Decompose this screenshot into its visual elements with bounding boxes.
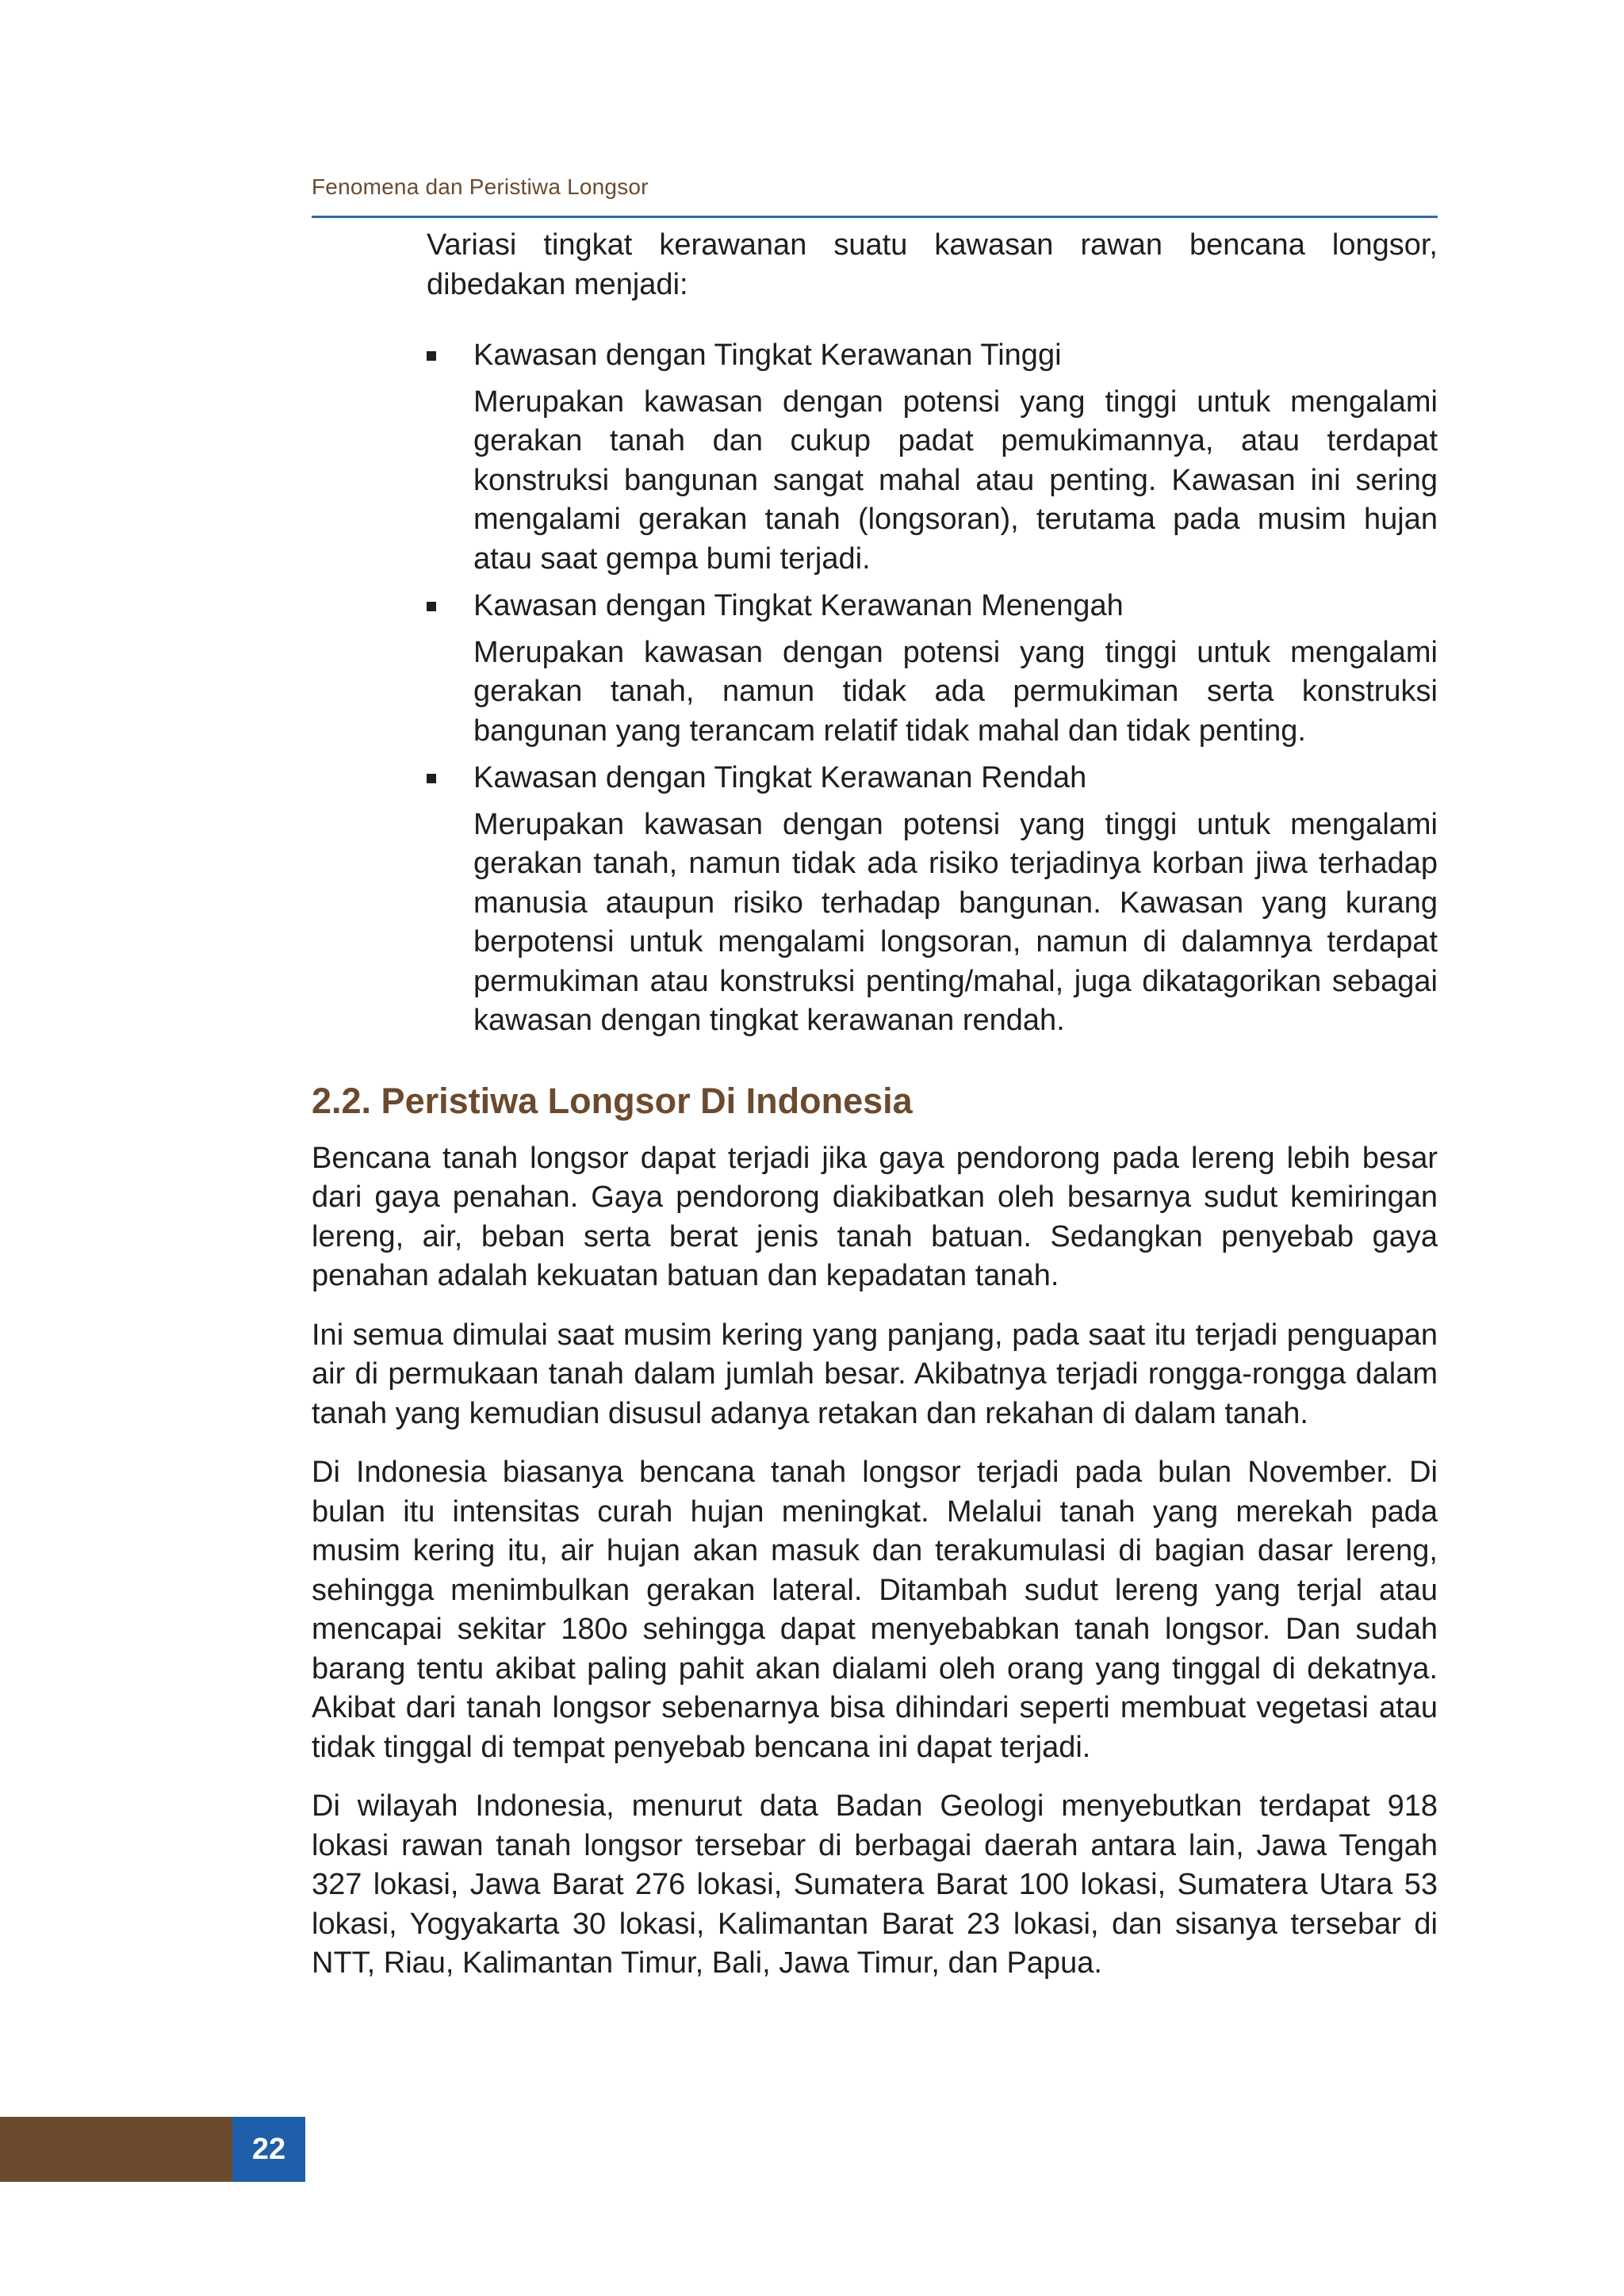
bullet-description: Merupakan kawasan dengan potensi yang tinggi untuk mengalami gerakan tanah, namun tidak ada risiko terjadinya korban jiwa terhadap manusia ataupun risiko terhadap bangunan. Kawasan yang kurang berpotensi untuk mengalami longsoran, namun di dalamnya terdapat permukiman atau konstruksi penting/mahal, juga dikatagorikan sebagai kawasan dengan tingkat kerawanan rendah.: [473, 807, 1438, 1037]
intro-paragraph: Variasi tingkat kerawanan suatu kawasan rawan bencana longsor, dibedakan menjadi:: [427, 228, 1438, 301]
list-item: [427, 336, 1438, 579]
page-content: [312, 226, 1438, 2003]
list-item: [427, 587, 1438, 751]
body-paragraph: Di wilayah Indonesia, menurut data Badan Geologi menyebutkan terdapat 918 lokasi rawan tanah longsor tersebar di berbagai daerah antara lain, Jawa Tengah 327 lokasi, Jawa Barat 276 lokasi, Sumatera Barat 100 lokasi, Sumatera Utara 53 lokasi, Yogyakarta 30 lokasi, Kalimantan Barat 23 lokasi, dan sisanya tersebar di NTT, Riau, Kalimantan Timur, Bali, Jawa Timur, dan Papua.: [312, 1789, 1438, 1980]
header-rule: [312, 216, 1438, 218]
bullet-title: Kawasan dengan Tingkat Kerawanan Menengah: [473, 589, 1124, 622]
kerawanan-list: [427, 336, 1438, 1041]
body-paragraph: Ini semua dimulai saat musim kering yang panjang, pada saat itu terjadi penguapan air di permukaan tanah dalam jumlah besar. Akibatnya terjadi rongga-rongga dalam tanah yang kemudian disusul adanya retakan dan rekahan di dalam tanah.: [312, 1318, 1438, 1430]
square-bullet-icon: [427, 602, 436, 611]
bullet-description: Merupakan kawasan dengan potensi yang tinggi untuk mengalami gerakan tanah dan cukup padat pemukimannya, atau terdapat konstruksi bangunan sangat mahal atau penting. Kawasan ini sering mengalami gerakan tanah (longsoran), terutama pada musim hujan atau saat gempa bumi terjadi.: [473, 385, 1438, 576]
page-number: 22: [232, 2117, 305, 2182]
list-item: [427, 759, 1438, 1041]
square-bullet-icon: [427, 774, 436, 783]
footer-bar: [0, 2117, 232, 2182]
body-paragraph: Di Indonesia biasanya bencana tanah longsor terjadi pada bulan November. Di bulan itu intensitas curah hujan meningkat. Melalui tanah yang merekah pada musim kering itu, air hujan akan masuk dan terakumulasi di bagian dasar lereng, sehingga menimbulkan gerakan lateral. Ditambah sudut lereng yang terjal atau mencapai sekitar 180o sehingga dapat menyebabkan tanah longsor. Dan sudah barang tentu akibat paling pahit akan dialami oleh orang yang tinggal di dekatnya. Akibat dari tanah longsor sebenarnya bisa dihindari seperti membuat vegetasi atau tidak tinggal di tempat penyebab bencana ini dapat terjadi.: [312, 1456, 1438, 1764]
section-heading: 2.2. Peristiwa Longsor Di Indonesia: [312, 1080, 913, 1121]
bullet-title: Kawasan dengan Tingkat Kerawanan Tinggi: [473, 339, 1062, 372]
square-bullet-icon: [427, 351, 436, 361]
bullet-description: Merupakan kawasan dengan potensi yang tinggi untuk mengalami gerakan tanah, namun tidak ada permukiman serta konstruksi bangunan yang terancam relatif tidak mahal dan tidak penting.: [473, 635, 1438, 748]
running-header: Fenomena dan Peristiwa Longsor: [312, 174, 649, 199]
bullet-title: Kawasan dengan Tingkat Kerawanan Rendah: [473, 761, 1087, 794]
body-paragraph: Bencana tanah longsor dapat terjadi jika gaya pendorong pada lereng lebih besar dari gaya penahan. Gaya pendorong diakibatkan oleh besarnya sudut kemiringan lereng, air, beban serta berat jenis tanah batuan. Sedangkan penyebab gaya penahan adalah kekuatan batuan dan kepadatan tanah.: [312, 1141, 1438, 1292]
